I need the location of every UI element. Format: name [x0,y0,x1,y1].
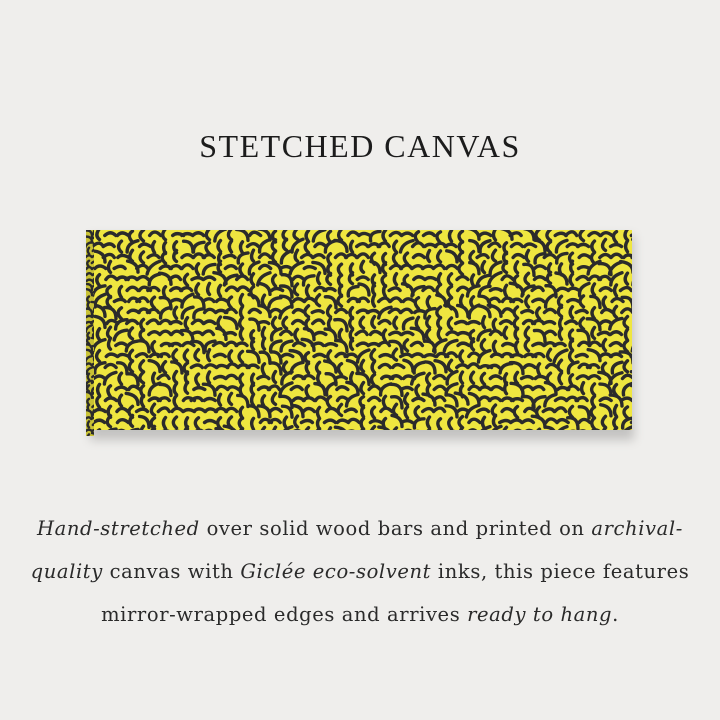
canvas-side-edge [86,230,94,436]
desc-emphasis-archival: archival-quality [30,516,683,583]
maze-pattern-icon [94,230,632,430]
desc-emphasis-hand-stretched: Hand-stretched [37,516,200,540]
desc-text-2: canvas with [102,559,241,583]
product-description [30,507,690,636]
desc-text-4: . [612,602,619,626]
page-title: STETCHED CANVAS [199,128,521,164]
canvas-product-image [86,230,632,436]
canvas-front [94,230,632,430]
desc-emphasis-giclee: Giclée eco-solvent [240,559,432,583]
desc-text-1: over solid wood bars and printed on [199,516,592,540]
edge-pattern [86,230,94,436]
desc-text-3: inks, this piece features mirror-wrapped edges and arrives [101,559,690,626]
desc-emphasis-ready: ready to hang [467,602,613,626]
